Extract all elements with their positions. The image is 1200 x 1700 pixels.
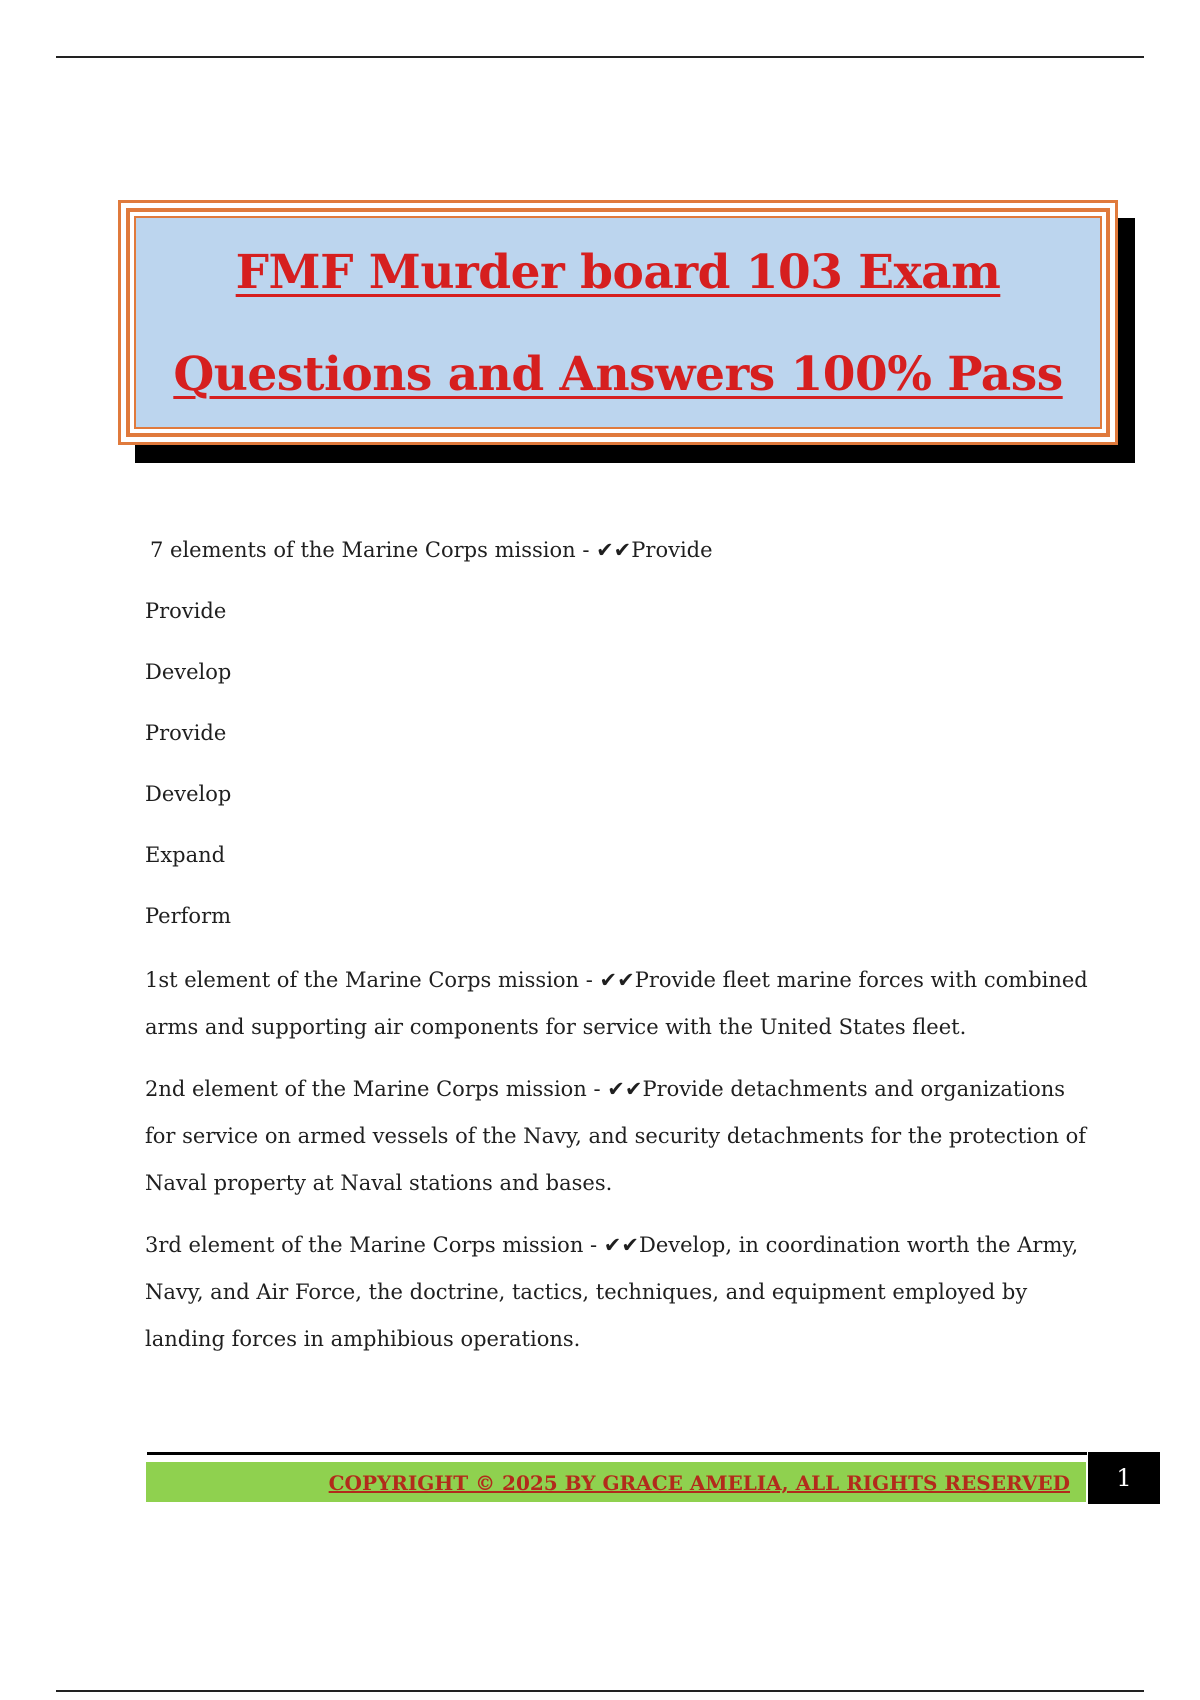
header-rule: [56, 56, 1144, 58]
copyright-notice: COPYRIGHT © 2025 BY GRACE AMELIA, ALL RIGHTS RESERVED: [328, 1471, 1070, 1495]
element-list-item: Expand: [145, 843, 226, 867]
page-number: 1: [1088, 1452, 1160, 1504]
element-list-item: Perform: [145, 904, 232, 928]
question-answer-3: 3rd element of the Marine Corps mission - ✔✔Develop, in coordination worth the Army, Navy, and Air Force, the doctrine, tactics, techniques, and equipment employed by landing forces in amphibious operations.: [145, 1233, 1079, 1351]
element-list-item: Develop: [145, 782, 232, 806]
footer-rule: [147, 1452, 1087, 1455]
bottom-rule: [56, 1690, 1144, 1692]
element-list-item: Provide: [145, 721, 227, 745]
title-box: [118, 200, 1118, 445]
question-answer-1: 1st element of the Marine Corps mission - ✔✔Provide fleet marine forces with combined arms and supporting air components for service with the United States fleet.: [145, 968, 1088, 1039]
document-body: [145, 530, 1095, 1378]
title-line-2: Questions and Answers 100% Pass: [173, 347, 1063, 402]
footer-band: [146, 1462, 1086, 1502]
element-list-item: Develop: [145, 660, 232, 684]
title-box-panel: [134, 216, 1102, 429]
title-box-border: [126, 208, 1110, 437]
document-title: [136, 222, 1100, 426]
title-line-1: FMF Murder board 103 Exam: [235, 245, 1001, 300]
element-list-item: Provide: [145, 599, 227, 623]
question-seven-elements: 7 elements of the Marine Corps mission - ✔✔Provide: [150, 538, 713, 562]
question-answer-2: 2nd element of the Marine Corps mission - ✔✔Provide detachments and organizations for service on armed vessels of the Navy, and security detachments for the protection of Naval property at Naval stations and bases.: [145, 1077, 1087, 1195]
